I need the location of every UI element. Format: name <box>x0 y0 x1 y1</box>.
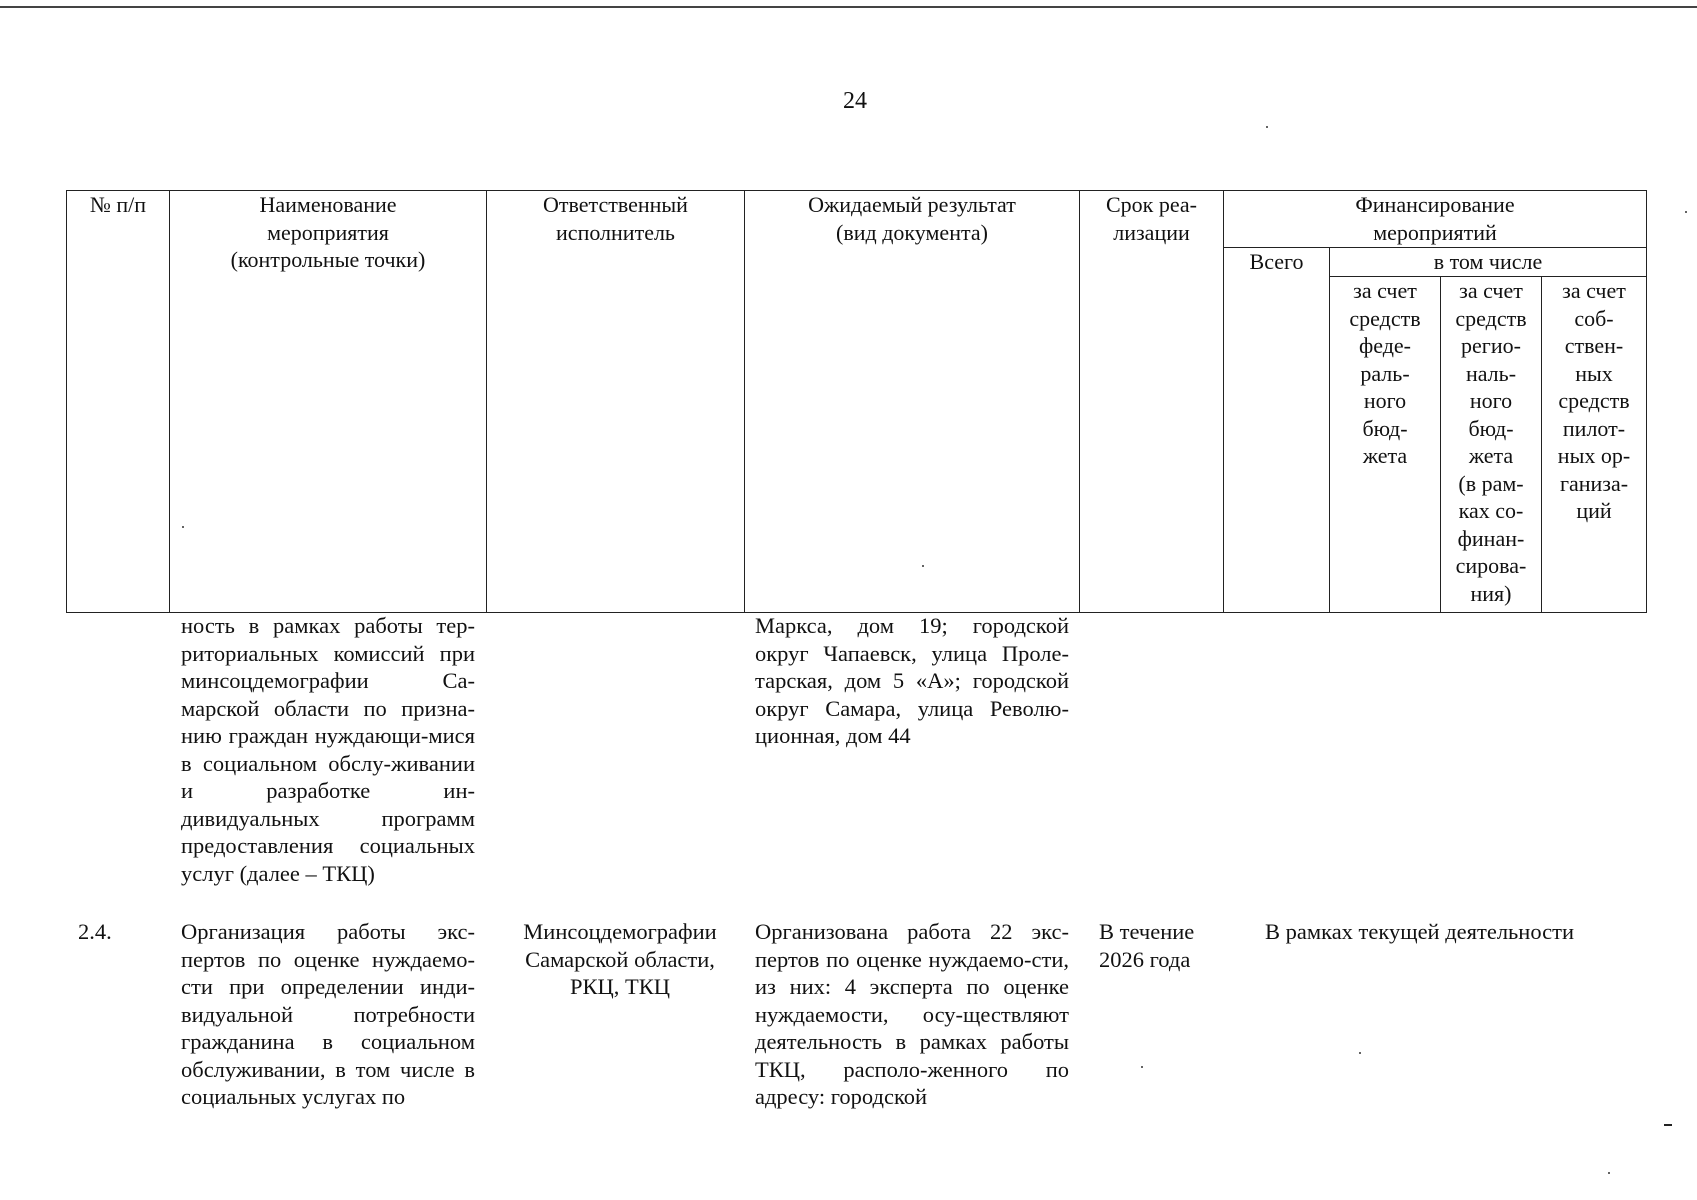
table-header <box>66 190 1647 613</box>
scan-dot <box>182 526 184 528</box>
header-col-result: Ожидаемый результат (вид документа) <box>745 191 1080 613</box>
header-col-responsible: Ответственный исполнитель <box>487 191 745 613</box>
header-col-including: в том числе <box>1330 248 1647 277</box>
row-2-4-responsible: Минсоцдемографии Самарской области, РКЦ, ТКЦ <box>523 919 717 999</box>
row-2-4-num: 2.4. <box>78 919 112 944</box>
continued-row-name: ность в рамках работы тер-риториальных комиссий при минсоцдемографии Са-марской области по призна-нию граждан нуждающи-мися в социальном обслу-живании и разработке ин-дивидуальных программ предоставления социальных услуг (далее – ТКЦ) <box>181 613 475 886</box>
scan-mark <box>1664 1124 1672 1126</box>
top-rule <box>0 6 1697 8</box>
scan-dot <box>922 565 924 567</box>
header-col-federal: за счет средств феде- раль- ного бюд- жета <box>1330 277 1441 613</box>
header-col-name: Наименование мероприятия (контрольные точки) <box>170 191 487 613</box>
row-2-4-result: Организована работа 22 экс-пертов по оценке нуждаемо-сти, из них: 4 эксперта по оценке нуждаемости, осу-ществляют деятельность в рамках работы ТКЦ, располо-женного по адресу: городской <box>755 919 1069 1109</box>
header-col-financing: Финансирование мероприятий <box>1224 191 1647 248</box>
scan-dot <box>1685 211 1687 213</box>
header-col-num: № п/п <box>67 191 170 613</box>
header-col-own: за счет соб- ствен- ных средств пилот- ных ор- ганиза- ций <box>1542 277 1647 613</box>
header-col-total: Всего <box>1224 248 1330 613</box>
scan-dot <box>1359 1052 1361 1054</box>
page-number: 24 <box>843 88 867 114</box>
scan-dot <box>1141 1066 1143 1068</box>
row-2-4-term: В течение 2026 года <box>1099 919 1195 972</box>
scan-dot <box>1608 1172 1610 1174</box>
continued-row-result: Маркса, дом 19; городской округ Чапаевск, улица Проле-тарская, дом 5 «А»; городской округ Самара, улица Револю-ционная, дом 44 <box>755 613 1069 748</box>
row-2-4-financing: В рамках текущей деятельности <box>1265 919 1575 944</box>
scan-dot <box>1266 126 1268 128</box>
header-col-regional: за счет средств регио- наль- ного бюд- жета (в рам- ках со- финан- сирова- ния) <box>1441 277 1542 613</box>
row-2-4-name: Организация работы экс-пертов по оценке нуждаемо-сти при определении инди-видуальной потребности гражданина в социальном обслуживании, в том числе в социальных услугах по <box>181 919 475 1109</box>
header-col-term: Срок реа- лизации <box>1080 191 1224 613</box>
